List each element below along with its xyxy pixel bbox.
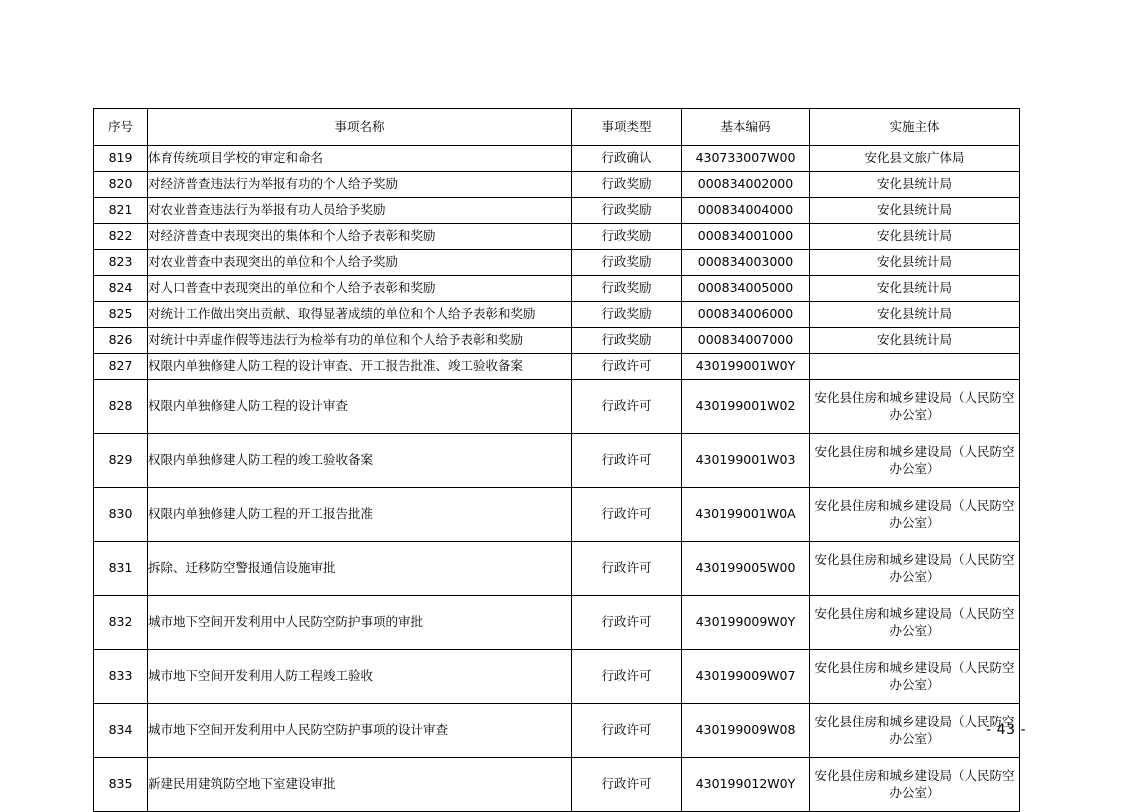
table-header-row xyxy=(94,109,1020,146)
cell-name: 对农业普查违法行为举报有功人员给予奖励 xyxy=(148,198,572,224)
cell-seq: 834 xyxy=(94,704,148,758)
cell-code: 430199001W03 xyxy=(682,434,810,488)
cell-code: 430199009W07 xyxy=(682,650,810,704)
cell-seq: 831 xyxy=(94,542,148,596)
cell-code: 000834002000 xyxy=(682,172,810,198)
cell-seq: 825 xyxy=(94,302,148,328)
cell-name: 对人口普查中表现突出的单位和个人给予表彰和奖励 xyxy=(148,276,572,302)
cell-name: 体育传统项目学校的审定和命名 xyxy=(148,146,572,172)
cell-name: 权限内单独修建人防工程的开工报告批准 xyxy=(148,488,572,542)
cell-seq: 827 xyxy=(94,354,148,380)
cell-seq: 829 xyxy=(94,434,148,488)
cell-seq: 820 xyxy=(94,172,148,198)
cell-org: 安化县统计局 xyxy=(810,198,1020,224)
cell-type: 行政奖励 xyxy=(572,198,682,224)
table-row xyxy=(94,146,1020,172)
cell-type: 行政确认 xyxy=(572,146,682,172)
cell-code: 430199009W0Y xyxy=(682,596,810,650)
table-row xyxy=(94,488,1020,542)
cell-org: 安化县住房和城乡建设局（人民防空办公室） xyxy=(810,380,1020,434)
table-row xyxy=(94,198,1020,224)
cell-type: 行政许可 xyxy=(572,380,682,434)
table-row xyxy=(94,542,1020,596)
column-header-type: 事项类型 xyxy=(572,109,682,146)
table-row xyxy=(94,704,1020,758)
table-row xyxy=(94,276,1020,302)
cell-org: 安化县统计局 xyxy=(810,302,1020,328)
matters-table-container xyxy=(93,108,1019,812)
cell-org: 安化县住房和城乡建设局（人民防空办公室） xyxy=(810,758,1020,812)
cell-org xyxy=(810,354,1020,380)
cell-code: 000834005000 xyxy=(682,276,810,302)
cell-type: 行政奖励 xyxy=(572,224,682,250)
cell-code: 430199001W0A xyxy=(682,488,810,542)
cell-seq: 821 xyxy=(94,198,148,224)
cell-seq: 819 xyxy=(94,146,148,172)
table-row xyxy=(94,380,1020,434)
table-header xyxy=(94,109,1020,146)
table-body xyxy=(94,146,1020,812)
cell-org: 安化县住房和城乡建设局（人民防空办公室） xyxy=(810,704,1020,758)
column-header-seq: 序号 xyxy=(94,109,148,146)
cell-name: 对统计工作做出突出贡献、取得显著成绩的单位和个人给予表彰和奖励 xyxy=(148,302,572,328)
cell-org: 安化县住房和城乡建设局（人民防空办公室） xyxy=(810,596,1020,650)
cell-name: 对经济普查违法行为举报有功的个人给予奖励 xyxy=(148,172,572,198)
cell-code: 000834004000 xyxy=(682,198,810,224)
cell-org: 安化县住房和城乡建设局（人民防空办公室） xyxy=(810,542,1020,596)
cell-name: 权限内单独修建人防工程的设计审查 xyxy=(148,380,572,434)
cell-type: 行政许可 xyxy=(572,650,682,704)
cell-type: 行政许可 xyxy=(572,758,682,812)
matters-table xyxy=(93,108,1020,812)
cell-type: 行政奖励 xyxy=(572,276,682,302)
cell-code: 430733007W00 xyxy=(682,146,810,172)
table-row xyxy=(94,354,1020,380)
cell-name: 新建民用建筑防空地下室建设审批 xyxy=(148,758,572,812)
cell-type: 行政许可 xyxy=(572,542,682,596)
cell-name: 权限内单独修建人防工程的设计审查、开工报告批准、竣工验收备案 xyxy=(148,354,572,380)
cell-seq: 833 xyxy=(94,650,148,704)
cell-org: 安化县统计局 xyxy=(810,224,1020,250)
cell-type: 行政许可 xyxy=(572,596,682,650)
cell-seq: 835 xyxy=(94,758,148,812)
cell-org: 安化县统计局 xyxy=(810,172,1020,198)
cell-org: 安化县住房和城乡建设局（人民防空办公室） xyxy=(810,434,1020,488)
cell-type: 行政许可 xyxy=(572,434,682,488)
column-header-code: 基本编码 xyxy=(682,109,810,146)
cell-org: 安化县住房和城乡建设局（人民防空办公室） xyxy=(810,650,1020,704)
cell-seq: 823 xyxy=(94,250,148,276)
cell-code: 000834003000 xyxy=(682,250,810,276)
table-row xyxy=(94,224,1020,250)
column-header-name: 事项名称 xyxy=(148,109,572,146)
cell-name: 对农业普查中表现突出的单位和个人给予奖励 xyxy=(148,250,572,276)
cell-org: 安化县统计局 xyxy=(810,250,1020,276)
cell-name: 城市地下空间开发利用中人民防空防护事项的审批 xyxy=(148,596,572,650)
cell-name: 权限内单独修建人防工程的竣工验收备案 xyxy=(148,434,572,488)
cell-org: 安化县统计局 xyxy=(810,328,1020,354)
cell-type: 行政奖励 xyxy=(572,328,682,354)
table-row xyxy=(94,650,1020,704)
table-row xyxy=(94,434,1020,488)
table-row xyxy=(94,250,1020,276)
table-row xyxy=(94,302,1020,328)
cell-code: 430199005W00 xyxy=(682,542,810,596)
cell-seq: 822 xyxy=(94,224,148,250)
cell-seq: 828 xyxy=(94,380,148,434)
cell-code: 430199009W08 xyxy=(682,704,810,758)
cell-code: 430199012W0Y xyxy=(682,758,810,812)
cell-org: 安化县文旅广体局 xyxy=(810,146,1020,172)
cell-type: 行政奖励 xyxy=(572,172,682,198)
page-number: - 43 - xyxy=(986,722,1026,738)
table-row xyxy=(94,758,1020,812)
cell-seq: 824 xyxy=(94,276,148,302)
cell-type: 行政奖励 xyxy=(572,302,682,328)
cell-seq: 830 xyxy=(94,488,148,542)
cell-code: 430199001W0Y xyxy=(682,354,810,380)
cell-type: 行政许可 xyxy=(572,704,682,758)
column-header-org: 实施主体 xyxy=(810,109,1020,146)
table-row xyxy=(94,172,1020,198)
cell-org: 安化县住房和城乡建设局（人民防空办公室） xyxy=(810,488,1020,542)
cell-name: 城市地下空间开发利用人防工程竣工验收 xyxy=(148,650,572,704)
cell-code: 000834007000 xyxy=(682,328,810,354)
table-row xyxy=(94,596,1020,650)
cell-name: 拆除、迁移防空警报通信设施审批 xyxy=(148,542,572,596)
cell-code: 000834001000 xyxy=(682,224,810,250)
table-row xyxy=(94,328,1020,354)
cell-type: 行政许可 xyxy=(572,488,682,542)
cell-org: 安化县统计局 xyxy=(810,276,1020,302)
cell-name: 对统计中弄虚作假等违法行为检举有功的单位和个人给予表彰和奖励 xyxy=(148,328,572,354)
cell-name: 对经济普查中表现突出的集体和个人给予表彰和奖励 xyxy=(148,224,572,250)
cell-seq: 832 xyxy=(94,596,148,650)
cell-name: 城市地下空间开发利用中人民防空防护事项的设计审查 xyxy=(148,704,572,758)
cell-code: 430199001W02 xyxy=(682,380,810,434)
cell-code: 000834006000 xyxy=(682,302,810,328)
cell-type: 行政奖励 xyxy=(572,250,682,276)
cell-seq: 826 xyxy=(94,328,148,354)
cell-type: 行政许可 xyxy=(572,354,682,380)
